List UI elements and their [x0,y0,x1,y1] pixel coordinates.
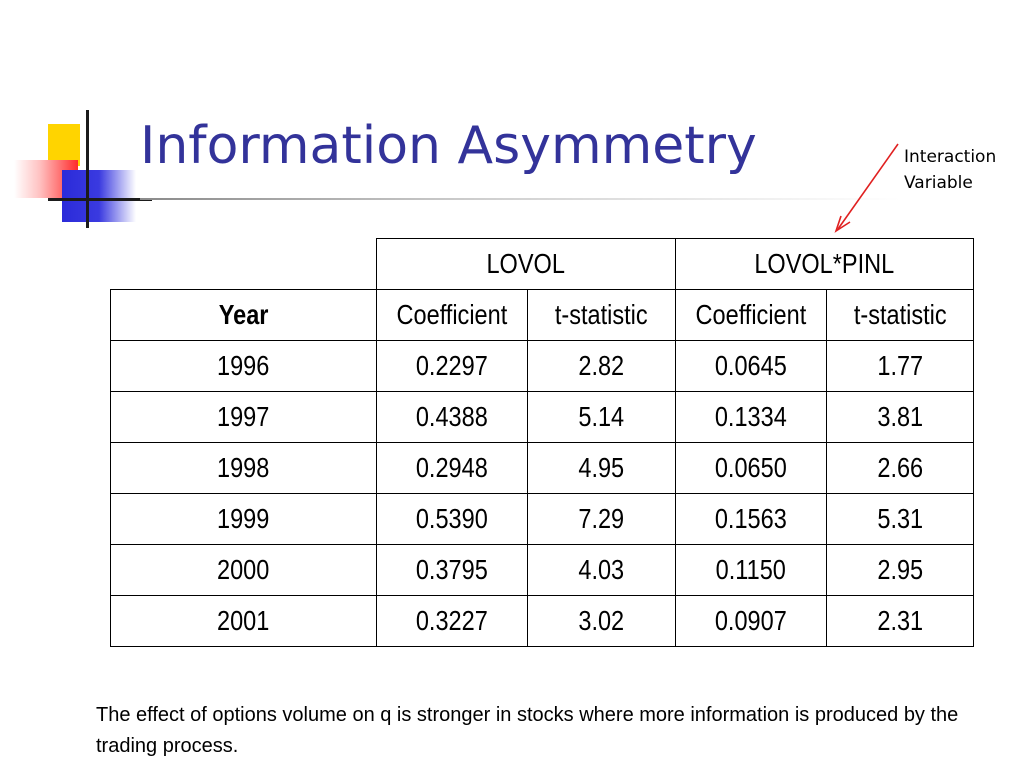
t-statistic-cell: 1.77 [827,341,974,392]
table-row [111,443,974,494]
year-cell: 1998 [111,443,377,494]
year-cell: 1997 [111,392,377,443]
coefficient-cell: 0.1334 [676,392,827,443]
t-statistic-cell: 3.81 [827,392,974,443]
t-statistic-cell: 5.14 [528,392,676,443]
t-statistic-cell: 2.66 [827,443,974,494]
table-row [111,545,974,596]
t-statistic-cell: 7.29 [528,494,676,545]
coefficient-cell: 0.0650 [676,443,827,494]
year-cell: 2000 [111,545,377,596]
t-statistic-cell: 4.03 [528,545,676,596]
column-header-coefficient: Coefficient [676,290,827,341]
year-cell: 1996 [111,341,377,392]
column-header-t-statistic: t-statistic [827,290,974,341]
slide-title: Information Asymmetry [140,116,757,176]
table-row [111,341,974,392]
title-underline-rule [140,198,900,200]
t-statistic-cell: 2.82 [528,341,676,392]
coefficient-cell: 0.4388 [377,392,528,443]
t-statistic-cell: 4.95 [528,443,676,494]
annotation-line-2: Variable [904,173,973,194]
t-statistic-cell: 5.31 [827,494,974,545]
year-cell: 2001 [111,596,377,647]
coefficient-cell: 0.5390 [377,494,528,545]
column-header-year: Year [111,290,377,341]
t-statistic-cell: 2.31 [827,596,974,647]
group-header-row [111,239,974,290]
coefficient-cell: 0.3795 [377,545,528,596]
coefficient-cell: 0.3227 [377,596,528,647]
decor-vertical-line [86,110,89,228]
coefficient-cell: 0.2948 [377,443,528,494]
t-statistic-cell: 3.02 [528,596,676,647]
column-header-row [111,290,974,341]
t-statistic-cell: 2.95 [827,545,974,596]
coefficient-cell: 0.2297 [377,341,528,392]
group-header-lovol: LOVOL [377,239,676,290]
coefficient-cell: 0.0645 [676,341,827,392]
coefficient-cell: 0.0907 [676,596,827,647]
regression-results-table [110,238,974,647]
table-row [111,392,974,443]
coefficient-cell: 0.1150 [676,545,827,596]
table-row [111,596,974,647]
coefficient-cell: 0.1563 [676,494,827,545]
decor-horizontal-line [48,198,152,201]
group-header-lovol-pinl: LOVOL*PINL [676,239,974,290]
red-arrow-icon [830,140,900,236]
column-header-t-statistic: t-statistic [528,290,676,341]
slide-caption: The effect of options volume on q is stronger in stocks where more information is produced by the trading process. [96,704,959,757]
column-header-coefficient: Coefficient [377,290,528,341]
table-row [111,494,974,545]
year-cell: 1999 [111,494,377,545]
blank-corner-cell [111,239,377,290]
interaction-variable-annotation [904,144,996,197]
decor-blue-square [62,170,136,222]
annotation-line-1: Interaction [904,147,997,167]
